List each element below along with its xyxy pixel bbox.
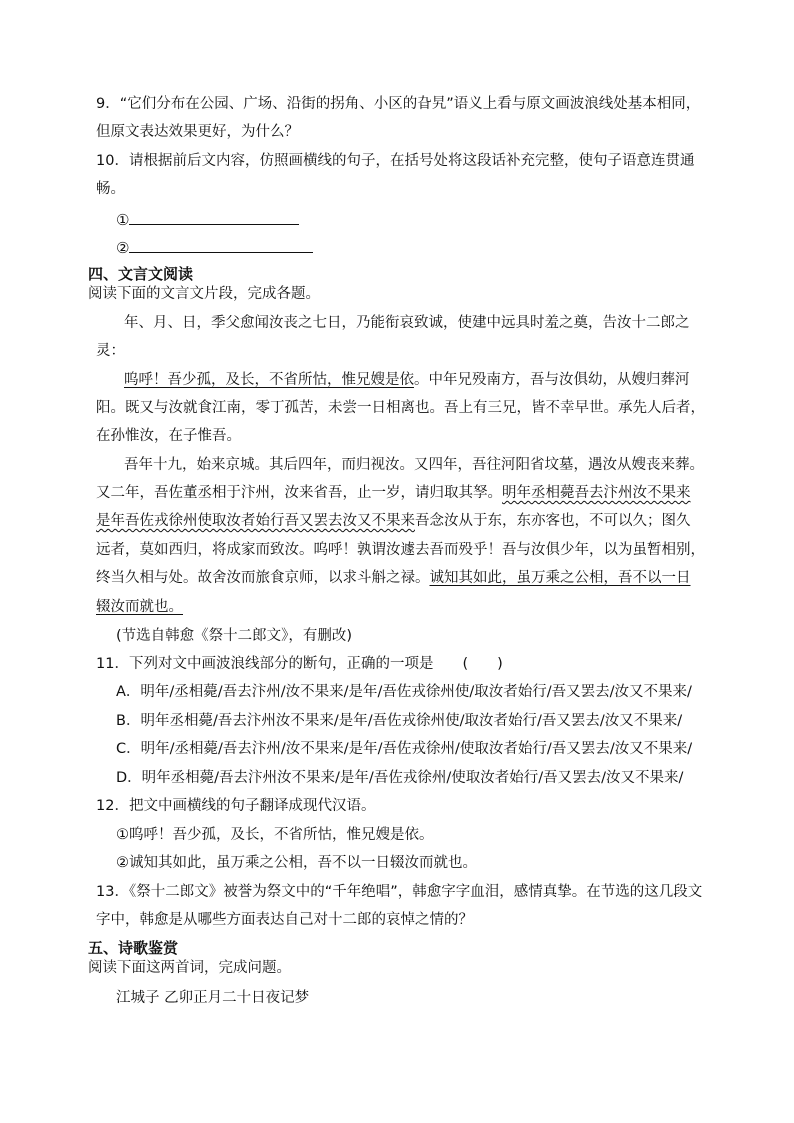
passage-p1-line-2: 灵： (96, 343, 125, 359)
q11-option-c[interactable]: C．明年/丞相薨/吾去汴州/汝不果来/是年/吾佐戎徐州/使取汝者始行/吾又罢去/汝又不果来/ (116, 741, 693, 757)
q9-line-2: 但原文表达效果更好，为什么？ (96, 124, 299, 140)
wavy-underlined-part-2: 是年吾佐戎徐州使取汝者始行吾又罢去汝又不果来 (96, 513, 415, 529)
q13-line-1: 13．《祭十二郎文》被誉为祭文中的“千年绝唱”，韩愈字字血泪，感情真挚。在节选的这几段文 (96, 884, 703, 900)
passage-p2-line-1: 呜呼！吾少孤，及长，不省所怙，惟兄嫂是依。中年兄殁南方，吾与汝俱幼，从嫂归葬河 (124, 372, 690, 388)
answer-blank-2[interactable] (129, 236, 313, 253)
passage-p1-line-1: 年、月、日，季父愈闻汝丧之七日，乃能衔哀致诚，使建中远具时羞之奠，告汝十二郎之 (124, 315, 690, 331)
answer-blank-1[interactable] (129, 208, 299, 225)
underlined-sentence-2a: 诚知其如此，虽万乘之公相，吾不以一日 (429, 570, 691, 586)
q12-sentence-1: ①呜呼！吾少孤，及长，不省所怙，惟兄嫂是依。 (116, 827, 434, 843)
q12-sentence-2: ②诚知其如此，虽万乘之公相，吾不以一日辍汝而就也。 (116, 855, 477, 871)
wavy-underlined-part-1: 明年丞相薨吾去汴州汝不果来 (502, 485, 691, 501)
q13-line-2: 字中，韩愈是从哪些方面表达自己对十二郎的哀悼之情的？ (96, 912, 473, 928)
poem-title: 江城子 乙卯正月二十日夜记梦 (116, 990, 310, 1006)
q10-line-1: 10．请根据前后文内容，仿照画横线的句子，在括号处将这段话补充完整，使句子语意连贯通 (96, 153, 695, 169)
section-4-heading: 四、文言文阅读 (88, 265, 194, 283)
passage-p3-line-2: 又二年，吾佐董丞相于汴州，汝来省吾，止一岁，请归取其孥。明年丞相薨吾去汴州汝不果来 (96, 485, 691, 501)
section-5-intro: 阅读下面这两首词，完成问题。 (88, 960, 291, 976)
underlined-sentence-1: 呜呼！吾少孤，及长，不省所怙，惟兄嫂是依 (124, 372, 414, 388)
q10-answer-1[interactable] (116, 208, 299, 231)
passage-p2-line-3: 在孙惟汝，在子惟吾。 (96, 428, 241, 444)
q9-line-1: 9．“它们分布在公园、广场、沿街的拐角、小区的旮旯”语义上看与原文画波浪线处基本相同， (96, 96, 701, 112)
passage-p3-line-1: 吾年十九，始来京城。其后四年，而归视汝。又四年，吾往河阳省坟墓，遇汝从嫂丧来葬。 (124, 457, 704, 473)
passage-source: (节选自韩愈《祭十二郎文》，有删改) (116, 628, 353, 644)
passage-p3-line-3: 是年吾佐戎徐州使取汝者始行吾又罢去汝又不果来吾念汝从于东，东亦客也，不可以久；图久 (96, 513, 691, 529)
section-4-intro: 阅读下面的文言文片段，完成各题。 (88, 286, 320, 302)
q12-stem: 12．把文中画横线的句子翻译成现代汉语。 (96, 798, 376, 814)
section-5-heading: 五、诗歌鉴赏 (88, 939, 179, 957)
passage-p2-line-2: 阳。既又与汝就食江南，零丁孤苦，未尝一日相离也。吾上有三兄，皆不幸早世。承先人后者， (96, 400, 705, 416)
passage-p3-line-4: 远者，莫如西归，将成家而致汝。呜呼！孰谓汝遽去吾而殁乎！吾与汝俱少年，以为虽暂相别， (96, 542, 705, 558)
passage-p3-line-5: 终当久相与处。故舍汝而旅食京师，以求斗斛之禄。诚知其如此，虽万乘之公相，吾不以一日 (96, 570, 691, 586)
q10-answer-2[interactable] (116, 236, 313, 259)
q11-option-d[interactable]: D．明年丞相薨/吾去汴州汝不果来/是年/吾佐戎徐州/使取汝者始行/吾又罢去/汝又不果来/ (116, 770, 684, 786)
underlined-sentence-2b: 辍汝而就也。 (96, 599, 183, 615)
circled-number-1: ① (116, 211, 130, 229)
circled-number-2: ② (116, 239, 130, 257)
q11-option-a[interactable]: A．明年/丞相薨/吾去汴州/汝不果来/是年/吾佐戎徐州使/取汝者始行/吾又罢去/汝又不果来/ (116, 684, 692, 700)
passage-p3-line-6 (96, 597, 183, 617)
q10-line-2: 畅。 (96, 181, 125, 197)
q11-stem: 11．下列对文中画波浪线部分的断句，正确的一项是 ( ) (96, 656, 503, 672)
q11-option-b[interactable]: B．明年丞相薨/吾去汴州汝不果来/是年/吾佐戎徐州使/取汝者始行/吾又罢去/汝又不果来/ (116, 713, 683, 729)
